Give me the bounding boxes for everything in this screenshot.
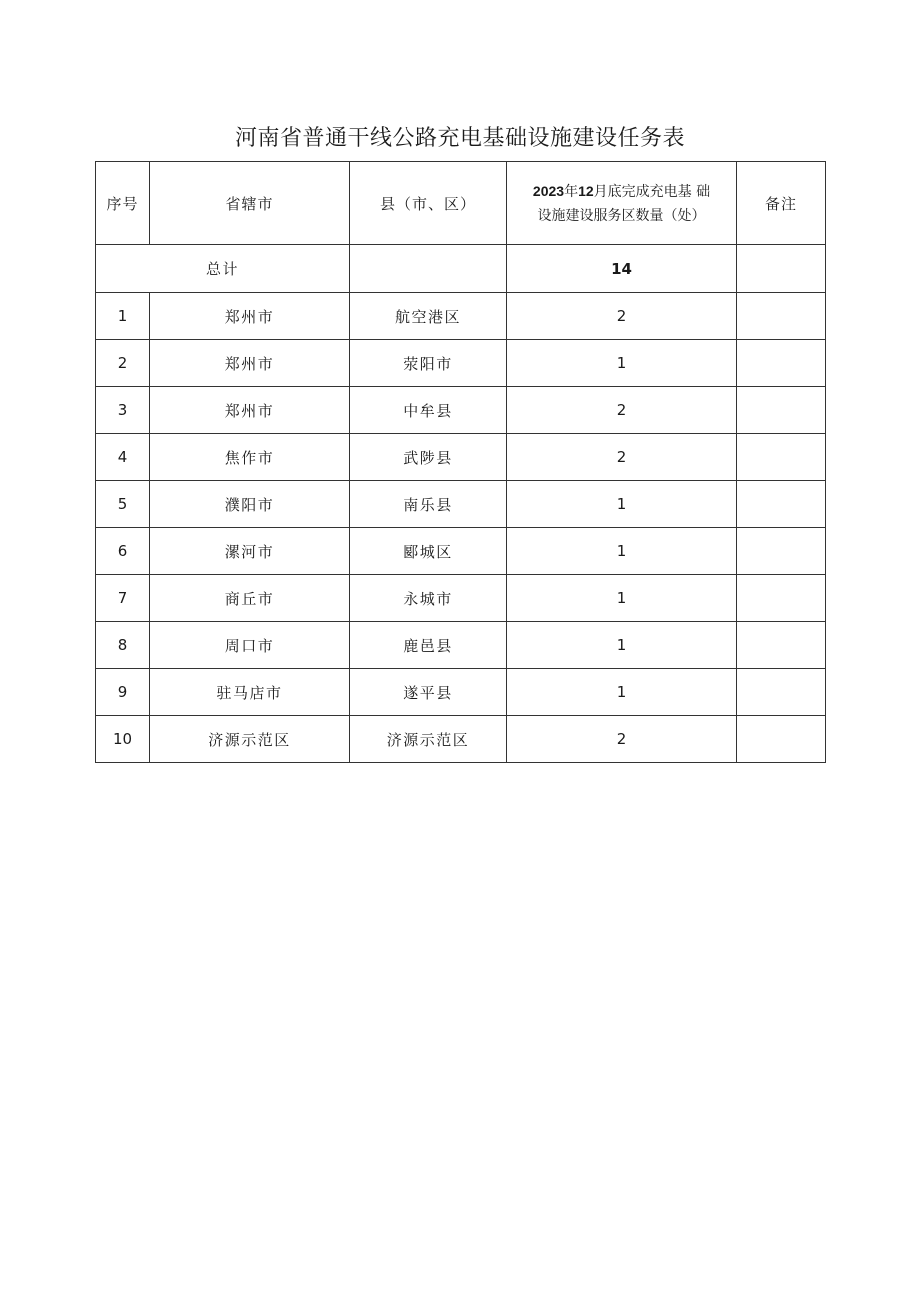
row-count: 1 <box>507 575 737 622</box>
row-remark <box>737 293 826 340</box>
row-count: 2 <box>507 434 737 481</box>
row-remark <box>737 481 826 528</box>
table-row <box>96 340 826 387</box>
row-remark <box>737 575 826 622</box>
row-count: 1 <box>507 340 737 387</box>
row-index: 4 <box>96 434 150 481</box>
table-row <box>96 575 826 622</box>
row-city: 焦作市 <box>150 434 350 481</box>
row-remark <box>737 434 826 481</box>
header-remark: 备注 <box>737 162 826 245</box>
row-index: 9 <box>96 669 150 716</box>
task-table <box>95 161 826 763</box>
row-remark <box>737 528 826 575</box>
table-row <box>96 293 826 340</box>
row-index: 8 <box>96 622 150 669</box>
table-row <box>96 528 826 575</box>
header-county: 县（市、区） <box>350 162 507 245</box>
table-row <box>96 669 826 716</box>
row-city: 漯河市 <box>150 528 350 575</box>
row-index: 3 <box>96 387 150 434</box>
row-remark <box>737 716 826 763</box>
row-county: 遂平县 <box>350 669 507 716</box>
row-county: 济源示范区 <box>350 716 507 763</box>
row-city: 商丘市 <box>150 575 350 622</box>
total-row <box>96 245 826 293</box>
row-index: 6 <box>96 528 150 575</box>
row-city: 郑州市 <box>150 340 350 387</box>
row-count: 2 <box>507 387 737 434</box>
total-remark <box>737 245 826 293</box>
total-label: 总计 <box>96 245 350 293</box>
header-city: 省辖市 <box>150 162 350 245</box>
row-index: 7 <box>96 575 150 622</box>
row-count: 1 <box>507 622 737 669</box>
table-header-row <box>96 162 826 245</box>
page-title: 河南省普通干线公路充电基础设施建设任务表 <box>234 126 685 151</box>
row-index: 5 <box>96 481 150 528</box>
total-count: 14 <box>507 245 737 293</box>
row-city: 济源示范区 <box>150 716 350 763</box>
row-remark <box>737 622 826 669</box>
row-count: 1 <box>507 669 737 716</box>
header-count: 2023年12月底完成充电基 础 设施建设服务区数量（处） <box>507 162 737 245</box>
row-index: 1 <box>96 293 150 340</box>
row-index: 2 <box>96 340 150 387</box>
row-county: 中牟县 <box>350 387 507 434</box>
row-county: 武陟县 <box>350 434 507 481</box>
row-count: 2 <box>507 293 737 340</box>
table-row <box>96 481 826 528</box>
table-row <box>96 622 826 669</box>
total-county <box>350 245 507 293</box>
row-remark <box>737 340 826 387</box>
row-city: 周口市 <box>150 622 350 669</box>
table-row <box>96 387 826 434</box>
row-city: 郑州市 <box>150 387 350 434</box>
row-remark <box>737 387 826 434</box>
row-county: 荥阳市 <box>350 340 507 387</box>
row-county: 鹿邑县 <box>350 622 507 669</box>
row-city: 驻马店市 <box>150 669 350 716</box>
row-index: 10 <box>96 716 150 763</box>
row-county: 郾城区 <box>350 528 507 575</box>
table-row <box>96 716 826 763</box>
row-count: 2 <box>507 716 737 763</box>
header-index: 序号 <box>96 162 150 245</box>
row-county: 南乐县 <box>350 481 507 528</box>
row-remark <box>737 669 826 716</box>
row-city: 郑州市 <box>150 293 350 340</box>
row-county: 航空港区 <box>350 293 507 340</box>
row-count: 1 <box>507 528 737 575</box>
table-row <box>96 434 826 481</box>
row-county: 永城市 <box>350 575 507 622</box>
row-city: 濮阳市 <box>150 481 350 528</box>
row-count: 1 <box>507 481 737 528</box>
